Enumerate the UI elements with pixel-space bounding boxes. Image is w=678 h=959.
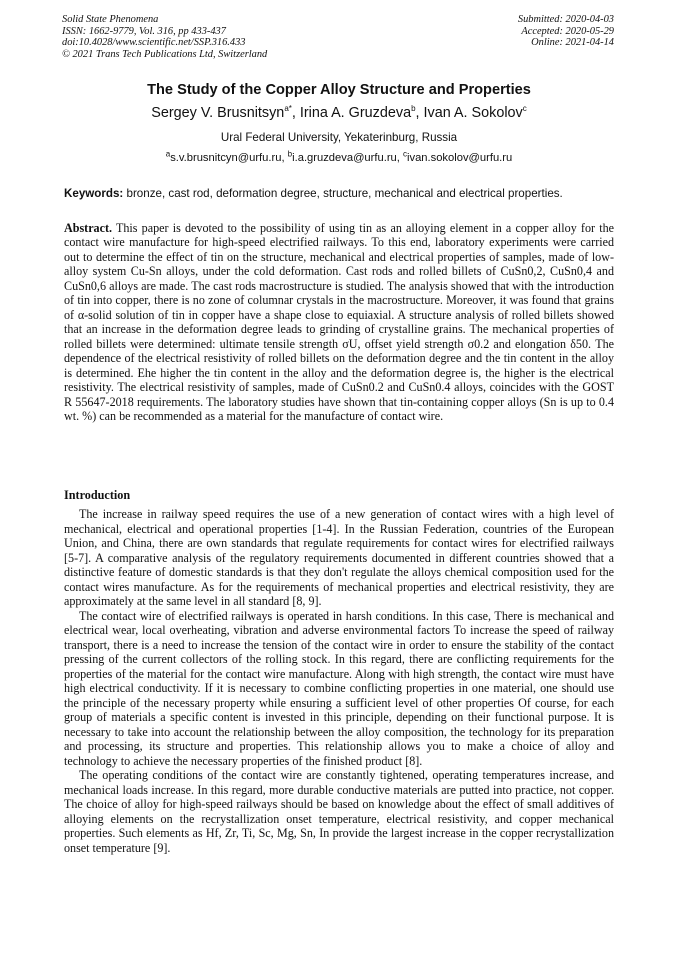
abstract <box>64 221 614 424</box>
copyright-line: © 2021 Trans Tech Publications Ltd, Switzerland <box>62 48 268 60</box>
author-email[interactable]: $^a$s.v.brusnitcyn@urfu.ru <box>165 149 282 164</box>
paragraph: The contact wire of electrified railways is operated in harsh conditions. In this case, There is mechanical and electrical wear, local overheating, vibration and adverse environmental factors To increase the speed of railway transport, there is a need to increase the tension of the contact wire in order to ensure the stability of the contact pressing of the current collectors of the rolling stock. In this regard, there are conflicting requirements for the properties of the material for the contact wire manufacture. Along with high strength, the contact wire must have high electrical conductivity. If it is necessary to combine conflicting properties in one material, one should use the principle of the necessary property while ensuring a sufficient level of other properties Of course, for each group of materials a specific content is invested in this principle, depending on their functional purpose. It is necessary to take into account the relationship between the alloy composition, the technology for its preparation and processing, its structure and properties. This relationship allows you to make a choice of alloy and technology to achieve the necessary properties of the finished product [8]. <box>64 608 614 768</box>
abstract-label: Abstract. <box>64 221 113 235</box>
publication-dates <box>518 14 614 49</box>
author-list <box>0 105 678 121</box>
author: Irina A. Gruzdeva$^b$, <box>299 104 424 121</box>
author-email[interactable]: $^b$i.a.gruzdeva@urfu.ru <box>287 149 397 164</box>
introduction-heading: Introduction <box>64 488 131 502</box>
abstract-text: This paper is devoted to the possibility of using tin as an alloying element in a copper alloy for the contact wire manufacture for high-speed electrified railways. To this end, laboratory experiments were carried out to determine the effect of tin on the structure, mechanical and electrical properties of samples, made of low-alloy system Cu-Sn alloys, under the cold deformation. Cast rods and rolled billets of CuSn0,2, CuSn0,4 and CuSn0,6 alloys are made. The cast rods macrostructure is studied. The analysis showed that with the introduction of tin into copper, there is no zone of columnar crystals in the macrostructure. Moreover, it was found that grains of α-solid solution of tin in copper have a shape close to equiaxial. A structure analysis of rolled billets showed that an increase in the deformation degree leads to grinding of crystalline grains. The mechanical properties of rolled billets were determined: ultimate tensile strength σU, offset yield strength σ0.2 and elongation δ50. The dependence of the electrical resistivity of rolled billets on the deformation degree and the tin content in the alloy is determined. Ehe higher the tin content in the alloy and the deformation degree is, the higher is the electrical resistivity. The electrical resistivity of samples, made of CuSn0.2 and CuSn0.4 alloys, coincides with the GOST R 55647-2018 requirements. The laboratory studies have shown that tin-containing copper alloys (Sn is up to 0.4 wt. %) can be recommended as a material for the manufacture of contact wire. <box>64 221 614 424</box>
submitted-date: Submitted: 2020-04-03 <box>517 14 614 25</box>
author-email[interactable]: $^c$ivan.sokolov@urfu.ru <box>402 149 513 164</box>
keywords-label: Keywords: <box>64 187 124 200</box>
introduction-body <box>64 507 614 855</box>
journal-info <box>62 14 267 60</box>
doi-line: doi:10.4028/www.scientific.net/SSP.316.433 <box>62 37 246 49</box>
issn-line: ISSN: 1662-9779, Vol. 316, pp 433-437 <box>62 25 226 37</box>
email-list: $^a$s.v.brusnitcyn@urfu.ru, $^b$i.a.gruzdeva@urfu.ru, $^c$ivan.sokolov@urfu.ru <box>165 149 513 164</box>
journal-name: Solid State Phenomena <box>62 14 159 25</box>
paragraph: The increase in railway speed requires the use of a new generation of contact wires with a high level of mechanical, electrical and operational properties [1-4]. In the Russian Federation, countries of the European Union, and China, there are own standards that regulate requirements for contact wires for electrified railways [5-7]. A comparative analysis of the regulatory requirements documented in different countries showed that a distinctive feature of domestic standards is that they don't regulate the alloys chemical composition used for the contact wires manufacture. As for the requirements of mechanical properties and electrical resistivity, they are approximately at the same level in all standard [8, 9]. <box>64 507 614 609</box>
accepted-date: Accepted: 2020-05-29 <box>521 25 614 37</box>
online-date: Online: 2021-04-14 <box>531 37 614 49</box>
keywords <box>64 187 624 200</box>
keywords-text: bronze, cast rod, deformation degree, structure, mechanical and electrical properties. <box>123 187 563 200</box>
paper-title: The Study of the Copper Alloy Structure and Properties <box>147 82 531 98</box>
affiliation: Ural Federal University, Yekaterinburg, Russia <box>220 131 458 144</box>
author: Ivan A. Sokolov$^c$ <box>423 104 527 121</box>
paragraph: The operating conditions of the contact wire are constantly tightened, operating temperatures increase, and mechanical loads increase. In this regard, more durable conductive materials are putted into practice, not copper. The choice of alloy for high-speed railways should be based on knowledge about the effect of small additives of alloying elements on the recrystallization onset temperature, electrical resistivity, and copper mechanical properties. Such elements as Hf, Zr, Ti, Sc, Mg, Sn, In provide the largest increase in the copper recrystallization onset temperature [9]. <box>64 768 614 855</box>
author: Sergey V. Brusnitsyn$^{a*}$, <box>151 104 300 121</box>
